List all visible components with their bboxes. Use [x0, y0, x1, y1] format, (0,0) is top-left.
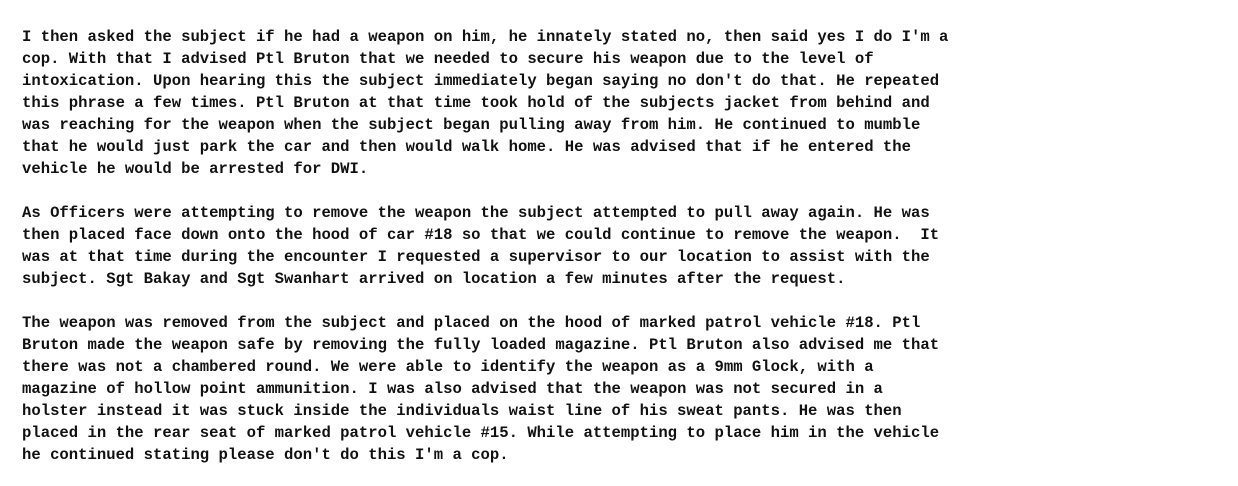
text-line: As Officers were attempting to remove the weapon the subject attempted to pull away again. He was [22, 204, 930, 222]
text-line: Bruton made the weapon safe by removing the fully loaded magazine. Ptl Bruton also advised me that [22, 336, 940, 354]
text-line: then placed face down onto the hood of car #18 so that we could continue to remove the weapon. It [22, 226, 940, 244]
report-document [22, 26, 1222, 466]
paragraph-3 [22, 312, 1222, 466]
text-line: holster instead it was stuck inside the individuals waist line of his sweat pants. He was then [22, 402, 902, 420]
text-line: that he would just park the car and then would walk home. He was advised that if he entered the [22, 138, 911, 156]
paragraph-gap [22, 290, 1222, 312]
text-line: vehicle he would be arrested for DWI. [22, 160, 369, 178]
text-line: I then asked the subject if he had a weapon on him, he innately stated no, then said yes I do I'm a [22, 28, 949, 46]
text-line: was at that time during the encounter I requested a supervisor to our location to assist with the [22, 248, 930, 266]
text-line: placed in the rear seat of marked patrol vehicle #15. While attempting to place him in the vehicle [22, 424, 940, 442]
text-line: subject. Sgt Bakay and Sgt Swanhart arrived on location a few minutes after the request. [22, 270, 846, 288]
text-line: this phrase a few times. Ptl Bruton at that time took hold of the subjects jacket from behind and [22, 94, 930, 112]
text-line: cop. With that I advised Ptl Bruton that we needed to secure his weapon due to the level of [22, 50, 874, 68]
paragraph-1 [22, 26, 1222, 180]
paragraph-gap [22, 180, 1222, 202]
paragraph-2 [22, 202, 1222, 290]
text-line: there was not a chambered round. We were able to identify the weapon as a 9mm Glock, with a [22, 358, 874, 376]
text-line: he continued stating please don't do this I'm a cop. [22, 446, 509, 464]
text-line: magazine of hollow point ammunition. I was also advised that the weapon was not secured in a [22, 380, 883, 398]
text-line: The weapon was removed from the subject and placed on the hood of marked patrol vehicle #18. Ptl [22, 314, 921, 332]
text-line: intoxication. Upon hearing this the subject immediately began saying no don't do that. He repeated [22, 72, 940, 90]
text-line: was reaching for the weapon when the subject began pulling away from him. He continued to mumble [22, 116, 921, 134]
